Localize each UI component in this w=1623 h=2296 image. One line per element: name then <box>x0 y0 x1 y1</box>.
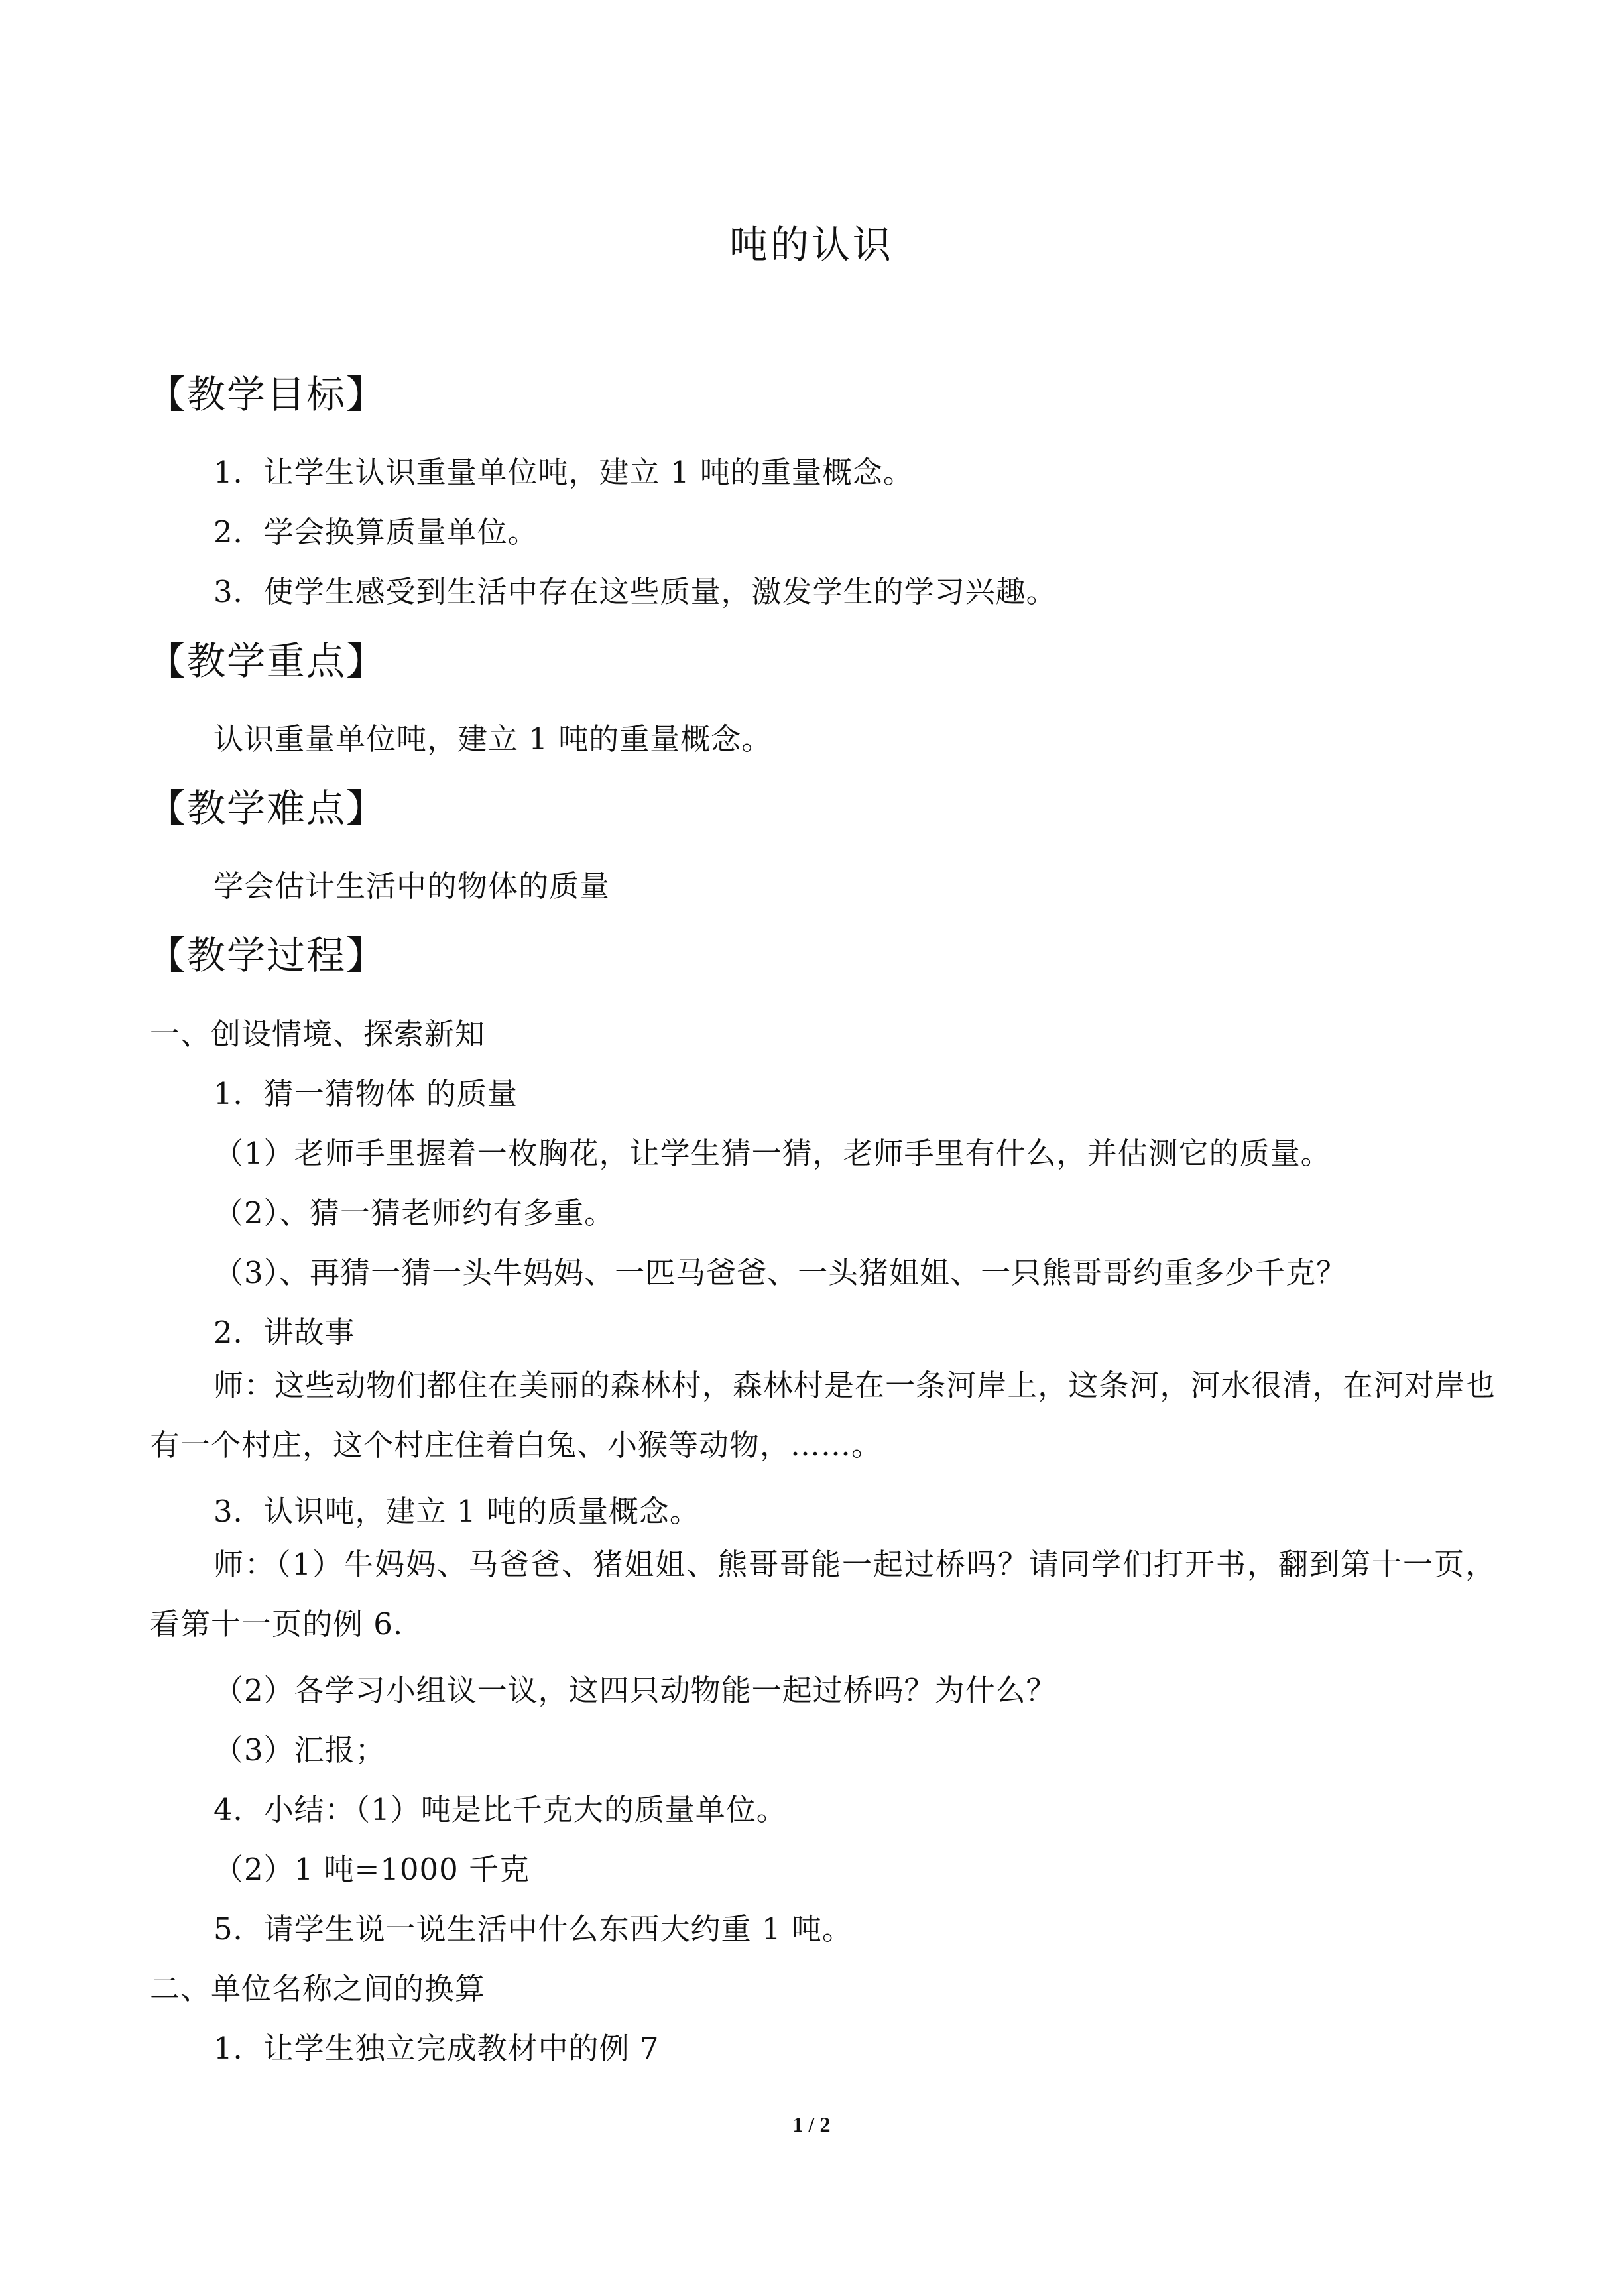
process-step-3c: （3）汇报； <box>213 1732 386 1768</box>
heading-key-points: 【教学重点】 <box>147 638 387 684</box>
process-part1-title: 一、创设情境、探索新知 <box>150 1016 486 1052</box>
process-step-1b: （2）、猜一猜老师约有多重。 <box>213 1195 615 1231</box>
process-step-3: 3．认识吨，建立 1 吨的质量概念。 <box>213 1494 700 1529</box>
process-step-5: 5．请学生说一说生活中什么东西大约重 1 吨。 <box>213 1911 853 1947</box>
page-title: 吨的认识 <box>729 222 894 267</box>
process-step-4: 4．小结：（1）吨是比千克大的质量单位。 <box>213 1792 787 1827</box>
process-step-1: 1．猜一猜物体 的质量 <box>213 1076 518 1111</box>
process-part2-title: 二、单位名称之间的换算 <box>150 1971 486 2006</box>
process-step-2: 2．讲故事 <box>213 1315 355 1350</box>
heading-teaching-goals: 【教学目标】 <box>147 372 387 417</box>
process-step-3-paragraph: 师：（1）牛妈妈、马爸爸、猪姐姐、熊哥哥能一起过桥吗？请同学们打开书，翻到第十一页，看第十一页的例 6. <box>150 1547 1496 1642</box>
key-points-text: 认识重量单位吨，建立 1 吨的重量概念。 <box>213 721 772 756</box>
goal-item-2: 2．学会换算质量单位。 <box>213 514 538 550</box>
process-step-4b: （2）1 吨=1000 千克 <box>213 1852 530 1887</box>
process-part2-step-1: 1．让学生独立完成教材中的例 7 <box>213 2031 660 2066</box>
process-step-1c: （3）、再猜一猜一头牛妈妈、一匹马爸爸、一头猪姐姐、一只熊哥哥约重多少千克？ <box>213 1255 1347 1290</box>
page-number: 1 / 2 <box>792 2112 831 2136</box>
heading-difficulties: 【教学难点】 <box>147 786 387 831</box>
process-step-3b: （2）各学习小组议一议，这四只动物能一起过桥吗？为什么？ <box>213 1673 1057 1708</box>
goal-item-3: 3．使学生感受到生活中存在这些质量，激发学生的学习兴趣。 <box>213 574 1057 609</box>
process-story-paragraph: 师：这些动物们都住在美丽的森林村，森林村是在一条河岸上，这条河，河水很清，在河对岸也有一个村庄，这个村庄住着白兔、小猴等动物，……。 <box>150 1368 1496 1463</box>
goal-item-1: 1．让学生认识重量单位吨，建立 1 吨的重量概念。 <box>213 455 914 490</box>
process-step-1a: （1）老师手里握着一枚胸花，让学生猜一猜，老师手里有什么，并估测它的质量。 <box>213 1136 1331 1171</box>
heading-teaching-process: 【教学过程】 <box>147 933 387 978</box>
difficulties-text: 学会估计生活中的物体的质量 <box>213 869 611 904</box>
